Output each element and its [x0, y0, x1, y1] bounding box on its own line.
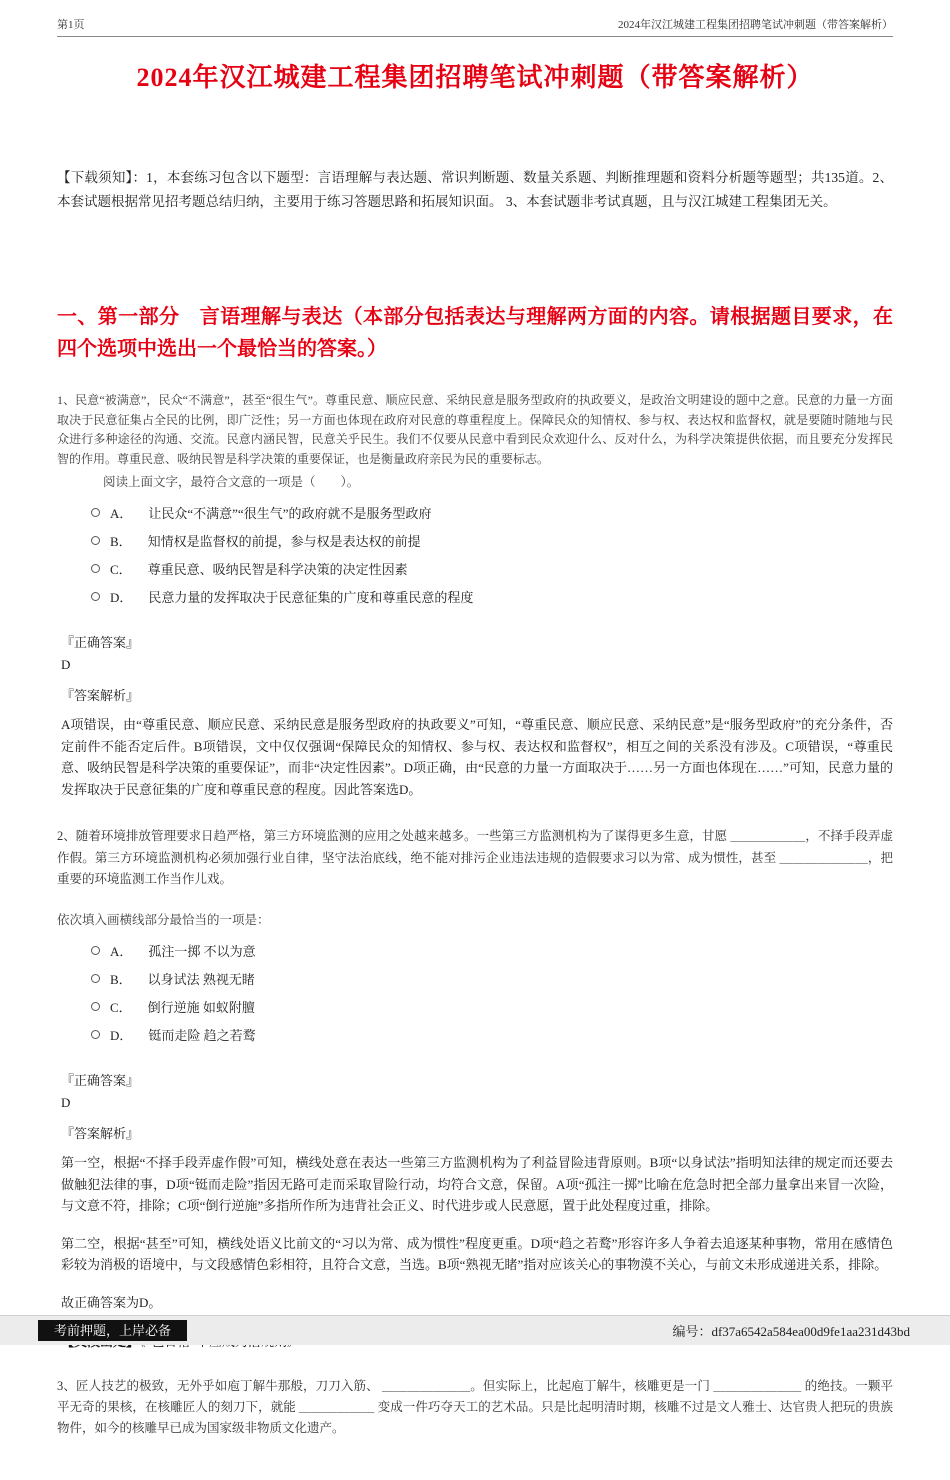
- question-2-conclusion: 故正确答案为D。: [61, 1294, 162, 1310]
- option-letter: D．: [110, 590, 133, 605]
- radio-button-icon[interactable]: [91, 536, 100, 545]
- correct-answer-label: 『正确答案』: [61, 635, 140, 650]
- question-2-analysis-2: 第二空，根据“甚至”可知，横线处语义比前文的“习以为常、成为惯性”程度更重。D项“趋之若鹜”形容许多人争着去追逐某种事物，常用在感情色彩较为消极的语境中，与文段感情色彩相符，且符合文意，当选。B项“熟视无睹”指对应该关心的事物漠不关心，与前文未形成递进关系，排除。: [61, 1235, 893, 1273]
- question-1-option-c[interactable]: [91, 559, 893, 578]
- option-letter: C．: [110, 562, 132, 577]
- question-1-option-d[interactable]: [91, 587, 893, 606]
- question-2-option-b[interactable]: [91, 969, 893, 988]
- radio-button-icon[interactable]: [91, 592, 100, 601]
- question-3: [57, 1376, 893, 1440]
- option-text: 孤注一掷 不以为意: [148, 944, 256, 960]
- question-2-analysis-1: 第一空，根据“不择手段弄虚作假”可知，横线处意在表达一些第三方监测机构为了利益冒险违背原则。B项“以身试法”指明知法律的规定而还要去做触犯法律的事，D项“铤而走险”指因无路可走而采取冒险行动，均符合文意，保留。A项“孤注一掷”比喻在危急时把全部力量拿出来冒一次险，与文意不符，排除；C项“倒行逆施”多指所作所为违背社会正义、时代进步或人民意愿，置于此处程度过重，排除。: [61, 1155, 893, 1214]
- section-heading: 一、第一部分 言语理解与表达（本部分包括表达与理解两方面的内容。请根据题目要求，在四个选项中选出一个最恰当的答案。）: [57, 306, 893, 361]
- radio-button-icon[interactable]: [91, 1030, 100, 1039]
- footer-document-code: 编号：df37a6542a584ea00d9fe1aa231d43bd: [672, 1324, 910, 1339]
- question-2-options: [57, 941, 893, 1044]
- correct-answer-label: 『正确答案』: [61, 1073, 140, 1089]
- analysis-label: 『答案解析』: [61, 1126, 140, 1142]
- correct-answer-value: D: [61, 1095, 71, 1111]
- question-1-stem: 1、民意“被满意”，民众“不满意”，甚至“很生气”。尊重民意、顺应民意、采纳民意是服务型政府的执政要义，是政治文明建设的题中之意。民意的力量一方面取决于民意征集占全民的比例，即广泛性；另一方面也体现在政府对民意的尊重程度上。保障民众的知情权、参与权、表达权和监督权，就是要随时随地与民众进行多种途径的沟通、交流。民意内涵民智，民意关乎民生。我们不仅要从民意中看到民众欢迎什么、反对什么，为科学决策提供依据，而且要充分发挥民智的作用。尊重民意、吸纳民智是科学决策的重要保证，也是衡量政府亲民为民的重要标志。: [57, 393, 893, 466]
- option-text: 尊重民意、吸纳民智是科学决策的决定性因素: [147, 562, 408, 577]
- document-title: 2024年汉江城建工程集团招聘笔试冲刺题（带答案解析）: [136, 63, 814, 92]
- question-1-option-b[interactable]: [91, 531, 893, 550]
- question-1: [57, 391, 893, 800]
- radio-button-icon[interactable]: [91, 1002, 100, 1011]
- analysis-label: 『答案解析』: [61, 688, 140, 703]
- option-letter: C．: [110, 1000, 132, 1016]
- question-1-option-a[interactable]: [91, 503, 893, 522]
- question-1-options: [57, 503, 893, 606]
- option-letter: A．: [110, 944, 133, 960]
- question-2-option-a[interactable]: [91, 941, 893, 960]
- radio-button-icon[interactable]: [91, 508, 100, 517]
- option-text: 让民众“不满意”“很生气”的政府就不是服务型政府: [148, 506, 432, 521]
- question-3-stem: 3、匠人技艺的极致，无外乎如庖丁解牛那般，刀刀入筋、 ＿＿＿＿＿＿＿。但实际上，比起庖丁解牛，核雕更是一门 ＿＿＿＿＿＿＿ 的绝技。一颗平平无奇的果核，在核雕匠人的刻刀下，就能 ＿＿＿＿＿＿ 变成一件巧夺天工的艺术品。只是比起明清时期，核雕不过是文人雅士、达官贵人把玩的贵族物件，如今的核雕早已成为国家级非物质文化遗产。: [57, 1378, 893, 1436]
- option-text: 以身试法 熟视无睹: [147, 972, 255, 988]
- question-1-analysis: A项错误，由“尊重民意、顺应民意、采纳民意是服务型政府的执政要义”可知，“尊重民意、顺应民意、采纳民意”是“服务型政府”的充分条件，否定前件不能否定后件。B项错误，文中仅仅强调“保障民众的知情权、参与权、表达权和监督权”，相互之间的关系没有涉及。C项错误，“尊重民意、吸纳民智是科学决策的重要保证”，而非“决定性因素”。D项正确，由“民意的力量一方面取决于……另一方面也体现在……”可知，民意力量的发挥取决于民意征集的广度和尊重民意的程度。因此答案选D。: [61, 717, 893, 797]
- question-2: [57, 826, 893, 1350]
- radio-button-icon[interactable]: [91, 946, 100, 955]
- question-2-stem: 2、随着环境排放管理要求日趋严格，第三方环境监测的应用之处越来越多。一些第三方监测机构为了谋得更多生意，甘愿 ＿＿＿＿＿＿，不择手段弄虚作假。第三方环境监测机构必须加强行业自律，坚守法治底线，绝不能对排污企业违法违规的造假要求习以为常、成为惯性，甚至 ＿＿＿＿＿＿＿，把重要的环境监测工作当作儿戏。: [57, 829, 893, 886]
- option-text: 民意力量的发挥取决于民意征集的广度和尊重民意的程度: [148, 590, 474, 605]
- question-1-prompt: 阅读上面文字，最符合文意的一项是（ ）。: [103, 475, 360, 489]
- radio-button-icon[interactable]: [91, 974, 100, 983]
- option-letter: A．: [110, 506, 133, 521]
- header-doc-title: 2024年汉江城建工程集团招聘笔试冲刺题（带答案解析）: [618, 19, 893, 31]
- page-number: 第1页: [57, 19, 85, 31]
- page-header: [57, 16, 893, 37]
- download-notice: 【下载须知】：1，本套练习包含以下题型：言语理解与表达题、常识判断题、数量关系题、判断推理题和资料分析题等题型；共135道。2、本套试题根据常见招考题总结归纳，主要用于练习答题思路和拓展知识面。 3、本套试题非考试真题，且与汉江城建工程集团无关。: [57, 170, 893, 209]
- option-letter: B．: [110, 534, 132, 549]
- question-2-option-d[interactable]: [91, 1025, 893, 1044]
- option-text: 倒行逆施 如蚁附膻: [147, 1000, 255, 1016]
- option-text: 铤而走险 趋之若鹜: [148, 1028, 256, 1044]
- option-letter: B．: [110, 972, 132, 988]
- option-text: 知情权是监督权的前提，参与权是表达权的前提: [147, 534, 421, 549]
- footer-slogan-badge: 考前押题，上岸必备: [38, 1320, 187, 1341]
- correct-answer-value: D: [61, 657, 71, 672]
- question-2-prompt: 依次填入画横线部分最恰当的一项是：: [57, 913, 270, 928]
- option-letter: D．: [110, 1028, 133, 1044]
- page-footer: [0, 1315, 950, 1345]
- radio-button-icon[interactable]: [91, 564, 100, 573]
- question-2-option-c[interactable]: [91, 997, 893, 1016]
